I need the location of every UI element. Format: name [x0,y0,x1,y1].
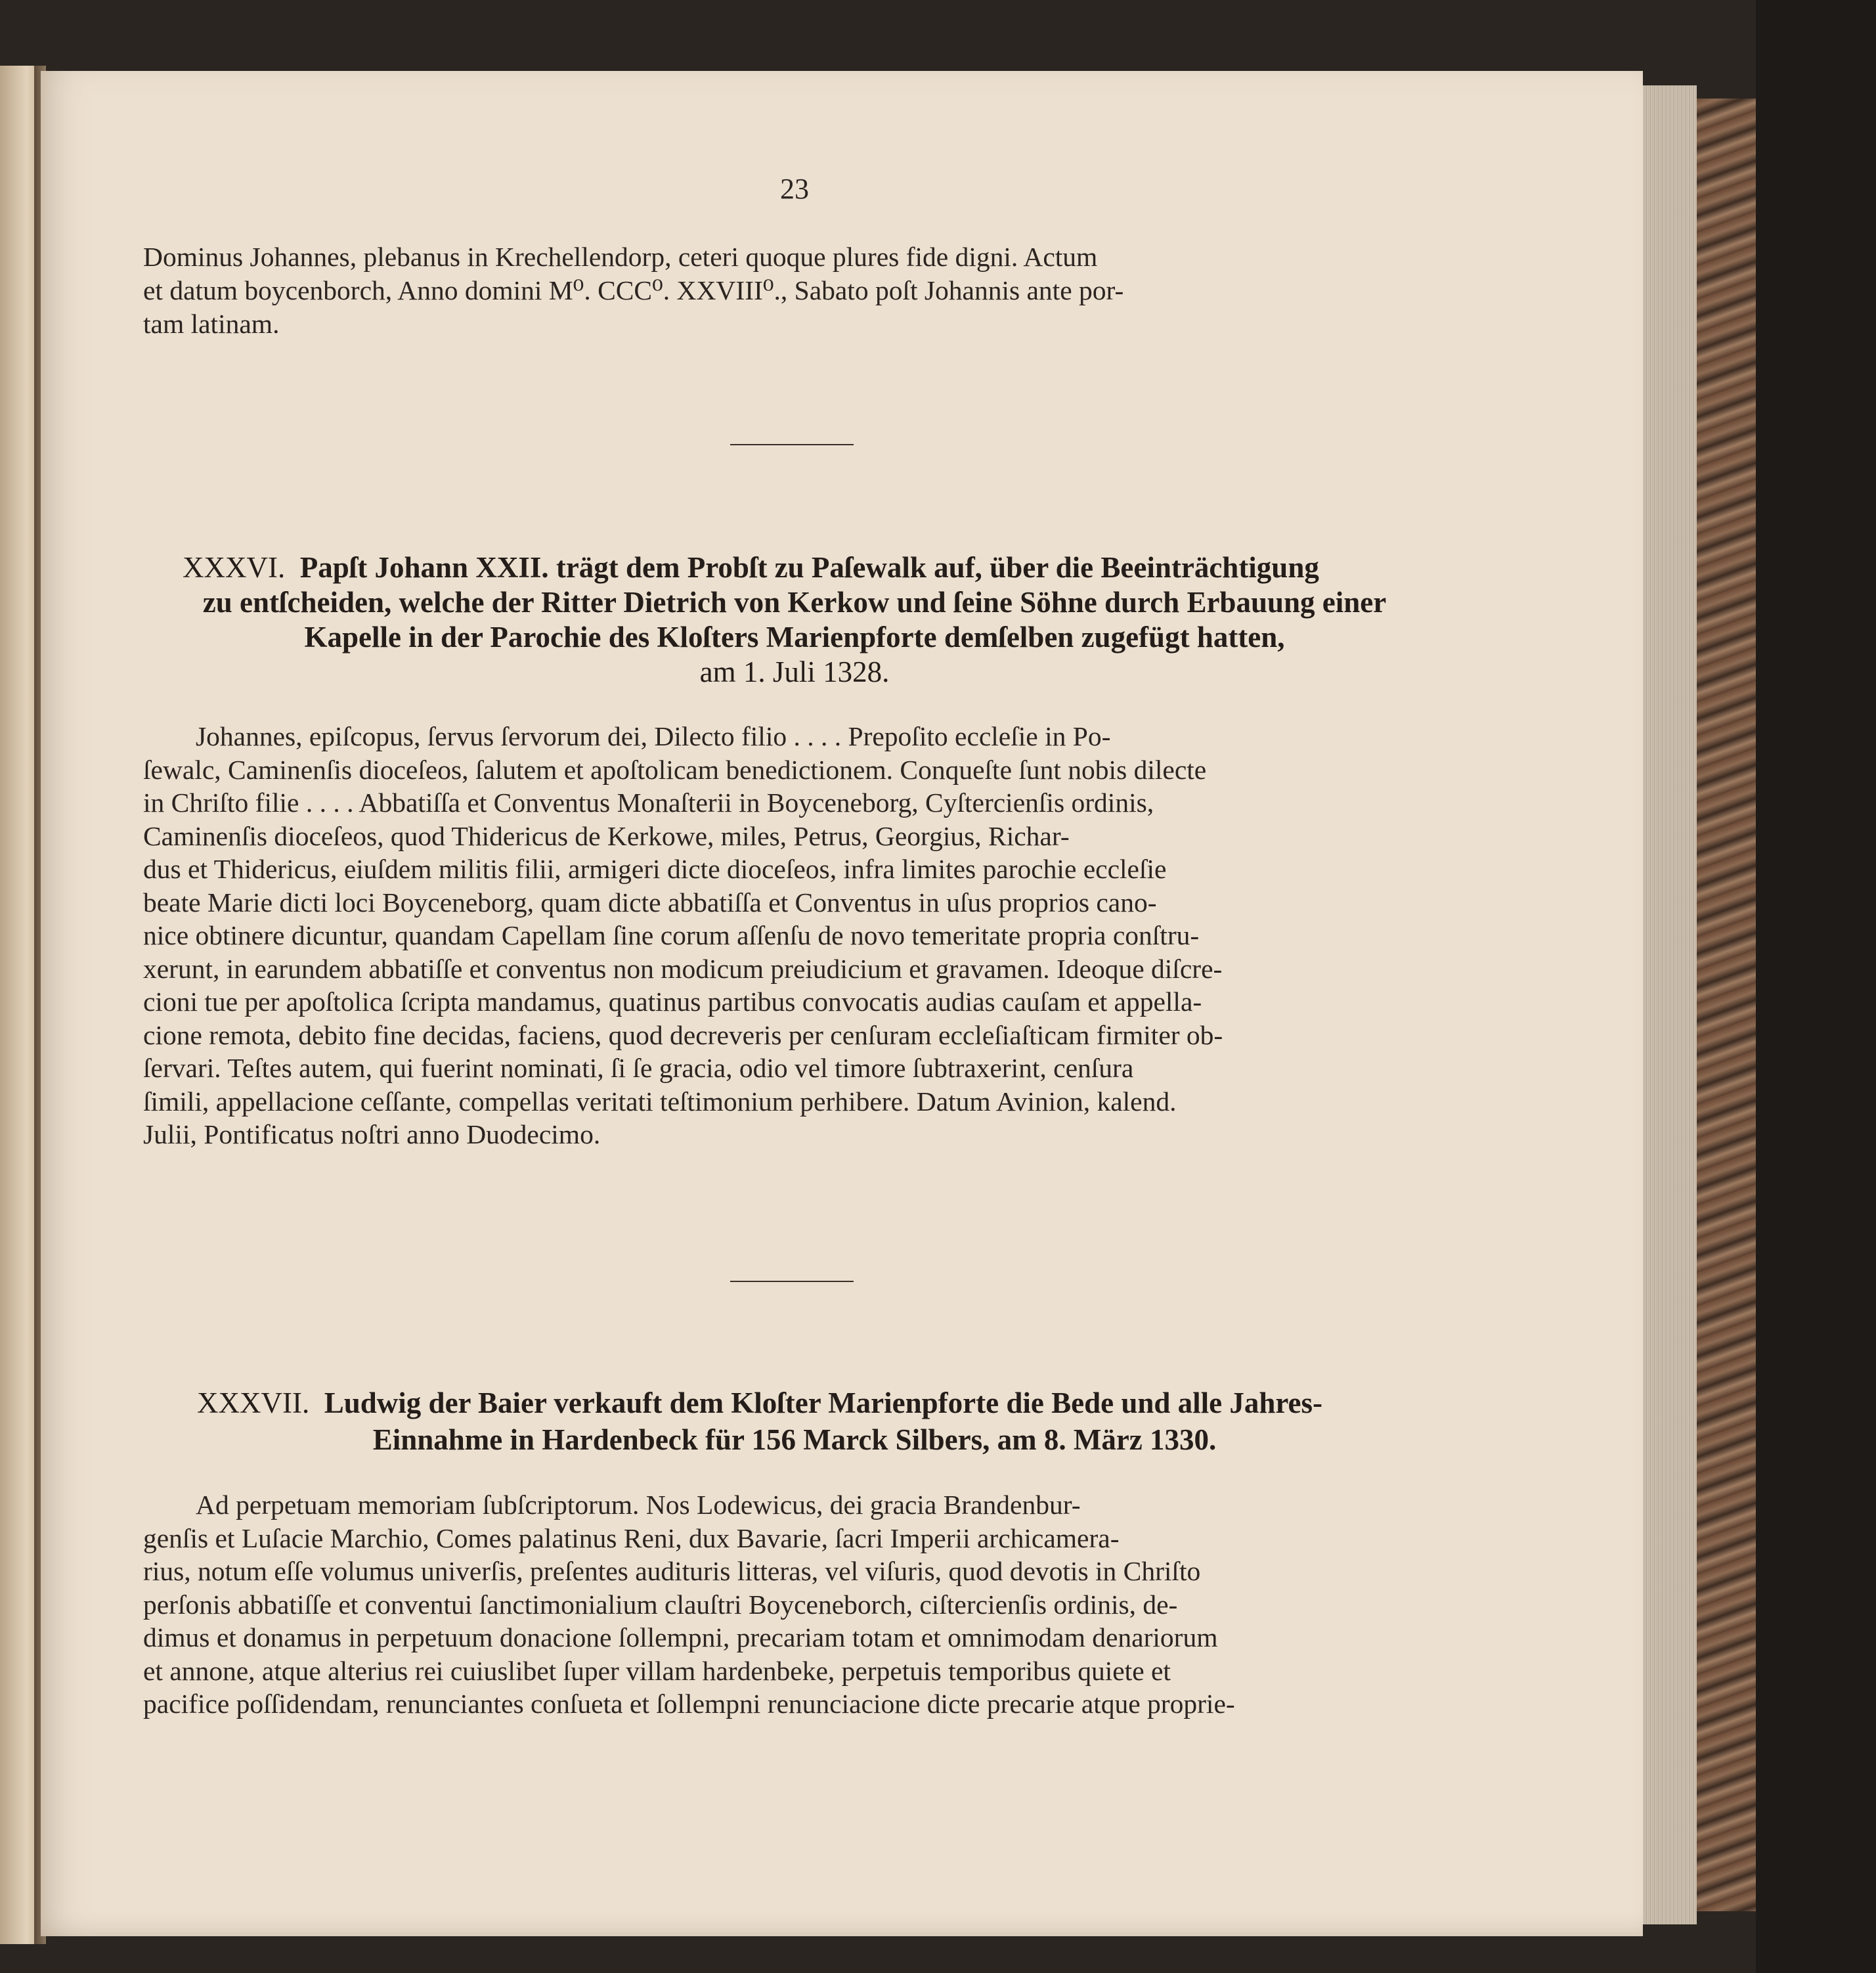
text-line: ſewalc, Caminenſis dioceſeos, ſalutem et apoſtolicam benedictionem. Conqueſte ſunt nobis dilecte [143,754,1207,785]
text-line: ſimili, appellacione ceſſante, compellas veritati teſtimonium perhibere. Datum Avinion, kalend. [143,1086,1177,1117]
text-line: dus et Thidericus, eiuſdem militis filii, armigeri dicte dioceſeos, infra limites parochie eccleſie [143,854,1167,884]
heading-date: am 1. Juli 1328. [699,655,890,688]
marbled-cover-edge [1697,99,1756,1911]
section-heading-37-cont [184,1423,1405,1457]
section-number: XXXVI. [183,551,286,584]
section-heading-36-cont [184,585,1405,690]
previous-page-edge [0,66,38,1944]
text-line: pacifice poſſidendam, renunciantes conſueta et ſollempni renunciacione dicte precarie atque proprie- [143,1689,1235,1719]
section-divider [730,1281,854,1282]
text-line: et annone, atque alterius rei cuiuslibet ſuper villam hardenbeke, perpetuis temporibus quiete et [143,1655,1171,1686]
background [1756,0,1876,1973]
text-line: ſervari. Teſtes autem, qui fuerint nominati, ſi ſe gracia, odio vel timore ſubtraxerint, cenſura [143,1053,1134,1083]
text-line: perſonis abbatiſſe et conventui ſanctimonialium clauſtri Boyceneborch, ciſtercienſis ordinis, de- [143,1589,1178,1620]
text-line: xerunt, in earundem abbatiſſe et conventus non modicum preiudicium et gravamen. Ideoque diſcre- [143,953,1223,984]
text-line: Dominus Johannes, plebanus in Krechellendorp, ceteri quoque plures fide digni. Actum [143,242,1098,272]
heading-line: Papſt Johann XXII. trägt dem Probſt zu Paſewalk auf, über die Beeinträchtigung [299,551,1319,584]
heading-line: Ludwig der Baier verkauft dem Kloſter Marienpforte die Bede und alle Jahres- [324,1386,1323,1419]
text-line: beate Marie dicti loci Boyceneborg, quam dicte abbatiſſa et Conventus in uſus proprios cano- [143,887,1157,918]
text-line: tam latinam. [143,309,280,339]
section-heading-36 [183,550,1404,585]
section-body-37 [143,1488,1403,1721]
page-stack-edge [1643,85,1697,1924]
text-line: cione remota, debito fine decidas, faciens, quod decreveris per cenſuram eccleſiaſticam firmiter ob- [143,1019,1223,1050]
heading-line: Einnahme in Hardenbeck für 156 Marck Silbers, am 8. März 1330. [372,1423,1217,1456]
text-line: Johannes, epiſcopus, ſervus ſervorum dei, Dilecto filio . . . . Prepoſito eccleſie in Po- [196,721,1111,751]
text-line: Julii, Pontificatus noſtri anno Duodecimo. [143,1119,601,1149]
text-line: Ad perpetuam memoriam ſubſcriptorum. Nos Lodewicus, dei gracia Brandenbur- [196,1490,1081,1520]
text-line: nice obtinere dicuntur, quandam Capellam ſine corum aſſenſu de novo temeritate propria conſtru- [143,920,1200,950]
text-line: in Chriſto filie . . . . Abbatiſſa et Conventus Monaſterii in Boyceneborg, Cyſtercienſis ordinis, [143,787,1154,818]
text-line: dimus et donamus in perpetuum donacione ſollempni, precariam totam et omnimodam denariorum [143,1622,1218,1652]
text-line: Caminenſis dioceſeos, quod Thidericus de Kerkowe, miles, Petrus, Georgius, Richar- [143,820,1070,851]
section-body-36 [143,720,1403,1151]
page-number: 23 [780,173,809,205]
heading-line: zu entſcheiden, welche der Ritter Dietrich von Kerkow und ſeine Söhne durch Erbauung einer [202,586,1387,619]
text-line: genſis et Luſacie Marchio, Comes palatinus Reni, dux Bavarie, ſacri Imperii archicamera- [143,1522,1120,1553]
section-number: XXXVII. [197,1386,310,1419]
heading-line: Kapelle in der Parochie des Kloſters Marienpforte demſelben zugefügt hatten, [304,621,1285,654]
section-divider [730,444,854,445]
text-line: et datum boycenborch, Anno domini M⁰. CCC⁰. XXVIII⁰., Sabato poſt Johannis ante por- [143,275,1124,305]
text-line: cioni tue per apoſtolica ſcripta mandamus, quatinus partibus convocatis audias cauſam et appella- [143,986,1202,1017]
intro-paragraph [143,240,1403,341]
text-line: rius, notum eſſe volumus univerſis, preſentes audituris litteras, vel viſuris, quod devotis in Chriſto [143,1556,1201,1586]
section-heading-37 [197,1386,1418,1421]
